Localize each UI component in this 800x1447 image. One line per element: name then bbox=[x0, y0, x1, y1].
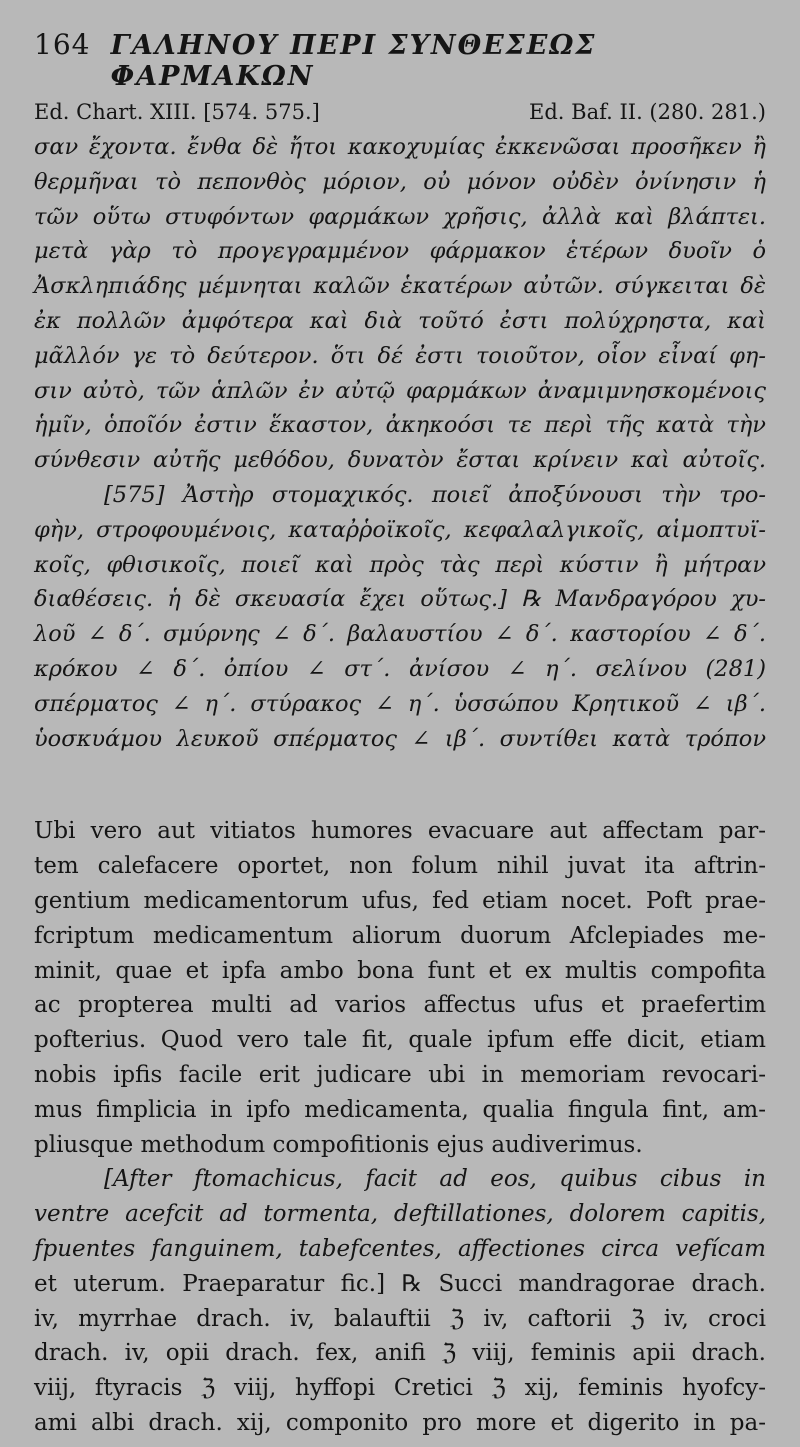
greek-text-block bbox=[34, 130, 766, 756]
greek-line: σύνθεσιν αὐτῆς μεθόδου, δυνατὸν ἔσται κρίνειν καὶ αὐτοῖς. bbox=[34, 447, 766, 474]
latin-line: Ubi vero aut vitiatos humores evacuare aut affectam par- bbox=[34, 818, 766, 845]
latin-line: pliusque methodum compofitionis ejus audiverimus. bbox=[34, 1131, 643, 1158]
latin-line: tem calefacere oportet, non folum nihil juvat ita aftrin- bbox=[34, 853, 766, 880]
latin-line: gentium medicamentorum ufus, fed etiam nocet. Poft prae- bbox=[34, 887, 766, 914]
latin-line: fpuentes fanguinem, tabefcentes, affectiones circa vefícam bbox=[34, 1235, 766, 1262]
latin-line: ac propterea multi ad varios affectus ufus et praefertim bbox=[34, 992, 766, 1019]
latin-line: minit, quae et ipfa ambo bona funt et ex multis compofita bbox=[34, 957, 766, 984]
greek-line: σαν ἔχοντα. ἔνθα δὲ ἤτοι κακοχυμίας ἐκκενῶσαι προσῆκεν ἢ bbox=[34, 134, 766, 160]
greek-line: [575] Ἀστὴρ στομαχικός. ποιεῖ ἀποξύνουσι τὴν τρο- bbox=[104, 481, 766, 508]
greek-line: κρόκου ∠ δ΄. ὀπίου ∠ στ΄. ἀνίσου ∠ η΄. σελίνου (281) bbox=[34, 655, 766, 682]
latin-line: viij, ftyracis ℨ viij, hyffopi Cretici ℨ xij, feminis hyofcy- bbox=[34, 1375, 766, 1402]
greek-line: κοῖς, φθισικοῖς, ποιεῖ καὶ πρὸς τὰς περὶ κύστιν ἢ μήτραν bbox=[34, 551, 766, 578]
latin-line: iv, myrrhae drach. iv, balauftii ℨ iv, caftorii ℨ iv, croci bbox=[34, 1305, 766, 1332]
latin-text-block bbox=[34, 814, 766, 1440]
edition-reference-right: Ed. Baf. II. (280. 281.) bbox=[529, 100, 766, 124]
greek-line: φὴν, στροφουμένοις, καταῤῥοϊκοῖς, κεφαλαλγικοῖς, αἱμοπτυϊ- bbox=[34, 516, 766, 543]
page-number: 164 bbox=[34, 28, 91, 61]
latin-line: pofterius. Quod vero tale fit, quale ipfum effe dicit, etiam bbox=[34, 1027, 766, 1054]
edition-reference-left: Ed. Chart. XIII. [574. 575.] bbox=[34, 100, 320, 124]
greek-line: τῶν οὕτω στυφόντων φαρμάκων χρῆσις, ἀλλὰ καὶ βλάπτει. bbox=[34, 203, 766, 230]
greek-line: θερμῆναι τὸ πεπονθὸς μόριον, οὐ μόνον οὐδὲν ὀνίνησιν ἡ bbox=[34, 168, 766, 195]
running-title: ΓΑΛΗΝΟΥ ΠΕΡΙ ΣΥΝΘΕΣΕΩΣ ΦΑΡΜΑΚΩΝ bbox=[110, 30, 597, 92]
latin-line: ami albi drach. xij, componito pro more et digerito in pa- bbox=[34, 1409, 766, 1436]
greek-line: ἡμῖν, ὁποῖόν ἐστιν ἕκαστον, ἀκηκοόσι τε περὶ τῆς κατὰ τὴν bbox=[34, 412, 766, 439]
greek-line: διαθέσεις. ἡ δὲ σκευασία ἔχει οὕτως.] ℞ Μανδραγόρου χυ- bbox=[34, 586, 766, 613]
greek-line: σιν αὐτὸ, τῶν ἁπλῶν ἐν αὐτῷ φαρμάκων ἀναμιμνησκομένοις bbox=[34, 377, 766, 404]
latin-line: [After ftomachicus, facit ad eos, quibus cibus in bbox=[104, 1166, 766, 1193]
latin-line: et uterum. Praeparatur fic.] ℞ Succi mandragorae drach. bbox=[34, 1270, 766, 1297]
greek-line: λοῦ ∠ δ΄. σμύρνης ∠ δ΄. βαλαυστίου ∠ δ΄. καστορίου ∠ δ΄. bbox=[34, 621, 766, 648]
greek-line: ἐκ πολλῶν ἀμφότερα καὶ διὰ τοῦτό ἐστι πολύχρηστα, καὶ bbox=[34, 307, 766, 334]
greek-line: μετὰ γὰρ τὸ προγεγραμμένον φάρμακον ἑτέρων δυοῖν ὁ bbox=[34, 238, 766, 265]
latin-line: nobis ipfis facile erit judicare ubi in memoriam revocari- bbox=[34, 1061, 766, 1088]
greek-line: σπέρματος ∠ η΄. στύρακος ∠ η΄. ὑσσώπου Κρητικοῦ ∠ ιβ΄. bbox=[34, 690, 766, 717]
greek-line: ὑοσκυάμου λευκοῦ σπέρματος ∠ ιβ΄. συντίθει κατὰ τρόπον bbox=[34, 725, 766, 752]
page-header bbox=[34, 28, 766, 92]
greek-line: Ἀσκληπιάδης μέμνηται καλῶν ἑκατέρων αὐτῶν. σύγκειται δὲ bbox=[34, 273, 766, 300]
latin-line: mus fimplicia in ipfo medicamenta, qualia fingula fint, am- bbox=[34, 1096, 766, 1123]
edition-reference-line bbox=[34, 100, 766, 124]
latin-line: ventre acefcit ad tormenta, deftillationes, dolorem capitis, bbox=[34, 1201, 766, 1228]
greek-line: μᾶλλόν γε τὸ δεύτερον. ὅτι δέ ἐστι τοιοῦτον, οἷον εἶναί φη- bbox=[34, 342, 766, 369]
latin-line: fcriptum medicamentum aliorum duorum Afclepiades me- bbox=[34, 922, 766, 949]
latin-line: drach. iv, opii drach. fex, anifi ℨ viij, feminis apii drach. bbox=[34, 1340, 766, 1367]
